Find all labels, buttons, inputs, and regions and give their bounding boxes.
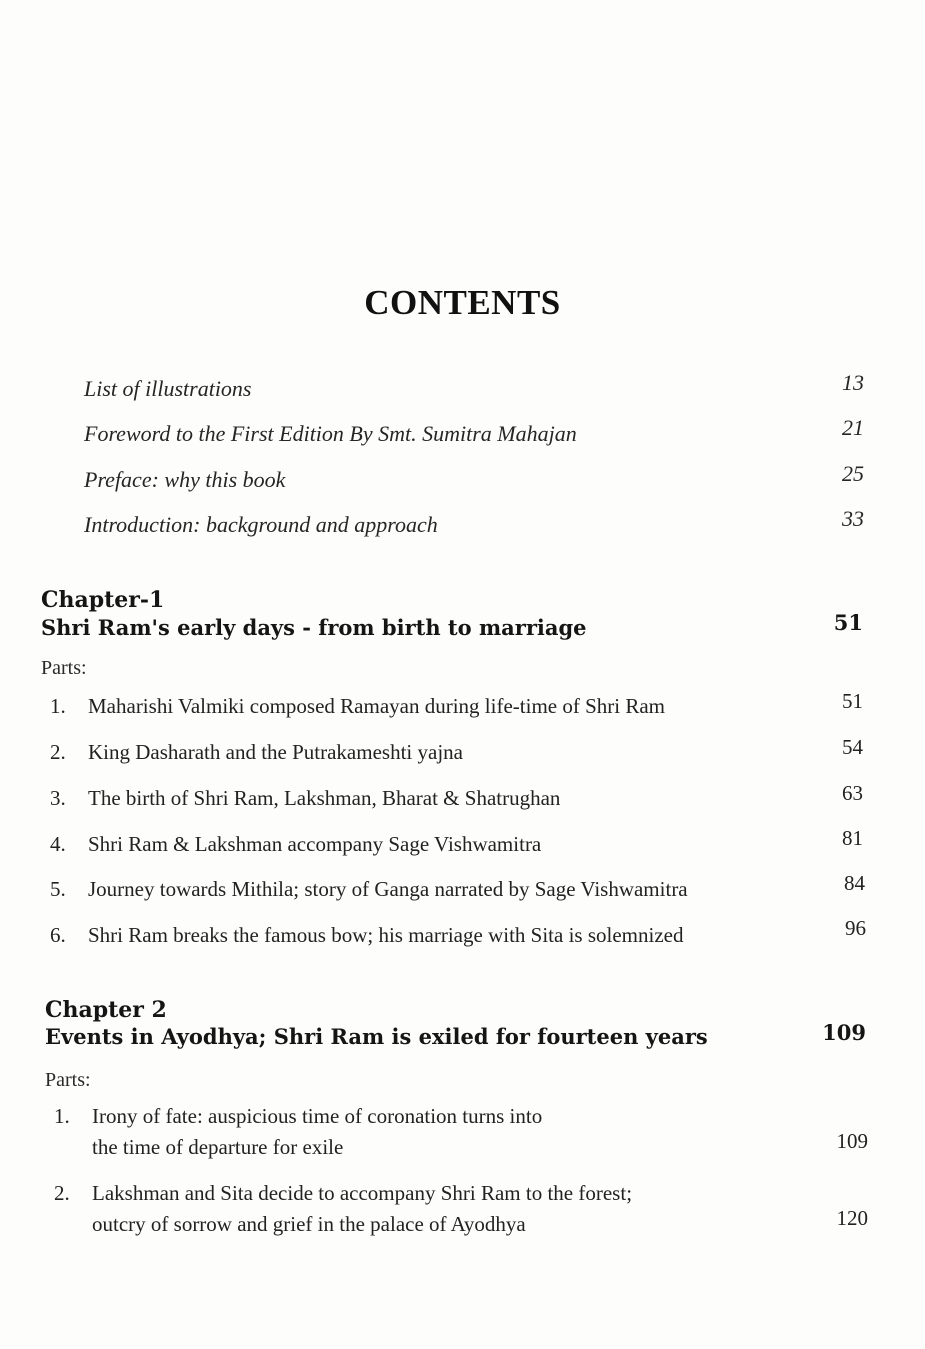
front-matter-page: 33 [842,506,864,531]
part-page: 109 [836,1129,868,1153]
front-matter-label: Foreword to the First Edition By Smt. Sumitra Mahajan [84,421,577,446]
part-title: Shri Ram breaks the famous bow; his marriage with Sita is solemnized [88,923,684,947]
parts-label: Parts: [41,657,87,679]
front-matter-item [84,415,864,451]
front-matter-item [84,461,864,497]
chapter-page: 109 [822,1020,866,1045]
part-number: 2. [50,740,66,764]
part-number: 3. [50,786,66,810]
part-title-line: Lakshman and Sita decide to accompany Shri Ram to the forest; [92,1181,633,1205]
part-page: 54 [842,735,863,759]
part-title: Maharishi Valmiki composed Ramayan during life-time of Shri Ram [88,694,666,718]
front-matter-page: 25 [842,461,864,486]
front-matter-label: Introduction: background and approach [84,512,438,537]
part-title-line: the time of departure for exile [92,1135,344,1159]
part-number: 2. [54,1181,70,1205]
part-number: 6. [50,923,66,947]
chapter-number: Chapter-1 [41,587,165,613]
part-title-line: Irony of fate: auspicious time of coronation turns into [92,1104,543,1128]
front-matter-item [84,370,864,406]
part-title: Shri Ram & Lakshman accompany Sage Vishwamitra [88,832,542,856]
chapter-title: Events in Ayodhya; Shri Ram is exiled for fourteen years [45,1024,708,1049]
chapter-number: Chapter 2 [45,997,167,1023]
part-number: 5. [50,877,66,901]
part-page: 51 [842,689,863,713]
part-title: King Dasharath and the Putrakameshti yajna [88,740,463,764]
part-title-line: outcry of sorrow and grief in the palace of Ayodhya [92,1212,526,1236]
part-page: 120 [836,1206,868,1230]
front-matter-page: 21 [842,415,864,440]
page-title: CONTENTS [364,283,561,322]
front-matter-label: Preface: why this book [84,467,286,492]
chapter-title: Shri Ram's early days - from birth to marriage [41,615,587,640]
parts-label: Parts: [45,1069,91,1091]
front-matter-item [84,506,864,542]
front-matter-label: List of illustrations [84,376,252,401]
part-number: 4. [50,832,66,856]
part-page: 84 [844,871,865,895]
part-title: Journey towards Mithila; story of Ganga narrated by Sage Vishwamitra [88,877,688,901]
part-title: The birth of Shri Ram, Lakshman, Bharat & Shatrughan [88,786,561,810]
chapter-page: 51 [833,610,863,635]
part-page: 63 [842,781,863,805]
part-page: 81 [842,826,863,850]
part-number: 1. [54,1104,70,1128]
part-number: 1. [50,694,66,718]
front-matter-page: 13 [842,370,864,395]
part-page: 96 [845,916,866,940]
